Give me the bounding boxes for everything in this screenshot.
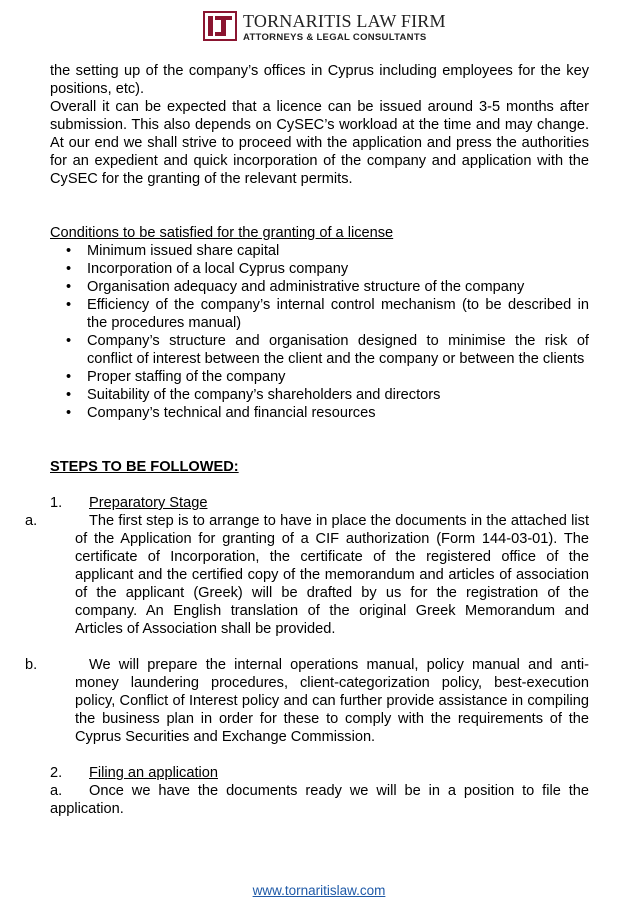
list-item: • Suitability of the company’s shareholders and directors <box>50 386 589 404</box>
list-item: • Minimum issued share capital <box>50 242 589 260</box>
list-item: • Organisation adequacy and administrative structure of the company <box>50 278 589 296</box>
steps-heading: STEPS TO BE FOLLOWED: <box>50 459 239 475</box>
firm-name: TORNARITIS LAW FIRM <box>243 11 446 31</box>
list-item: • Efficiency of the company’s internal control mechanism (to be described in the procedures manual) <box>50 296 589 332</box>
conditions-heading: Conditions to be satisfied for the granting of a license <box>50 225 394 241</box>
stage-1-title: Preparatory Stage <box>89 495 208 511</box>
list-item: • Company’s technical and financial resources <box>50 404 589 422</box>
stage-2-heading <box>50 764 589 782</box>
step-a-text: Once we have the documents ready we will be in a position to file the application. <box>50 783 589 817</box>
stage-1-heading <box>50 494 589 512</box>
letterhead <box>203 10 463 44</box>
stage-1-number: 1. <box>50 495 63 511</box>
stage-1-step-a <box>25 512 589 638</box>
stage-2-step-a <box>50 782 589 818</box>
stage-2-title: Filing an application <box>89 765 218 781</box>
list-item: • Proper staffing of the company <box>50 368 589 386</box>
document-body <box>25 62 589 818</box>
list-item: • Incorporation of a local Cyprus company <box>50 260 589 278</box>
stage-1-step-b <box>25 656 589 746</box>
step-a-text: The first step is to arrange to have in place the documents in the attached list of the Application for granting of a CIF authorization (Form 144-03-01). The certificate of Incorporation, the certificate of the registered office of the applicant and the certified copy of the memorandum and articles of association of the applicant (Greek) will be drafted by us for the registration of the company. An English translation of the original Greek Memorandum and Articles of Association shall be provided. <box>75 513 589 637</box>
stage-2-number: 2. <box>50 765 63 781</box>
tornaritis-logo-icon <box>203 11 237 41</box>
conditions-list <box>50 242 589 422</box>
step-b-label: b. <box>25 657 38 673</box>
step-a-label: a. <box>50 783 63 799</box>
intro-paragraph-2: Overall it can be expected that a licence can be issued around 3-5 months after submission. This also depends on CySEC’s workload at the time and may change. At our end we shall strive to proceed with the application and press the authorities for an expedient and quick incorporation of the company and application with the CySEC for the granting of the relevant permits. <box>50 99 589 187</box>
step-b-text: We will prepare the internal operations manual, policy manual and anti-money laundering procedures, client-categorization policy, best-execution policy, Conflict of Interest policy and can further provide assistance in compiling the business plan in order for these to comply with the requirements of the Cyprus Securities and Exchange Commission. <box>75 657 589 745</box>
list-item: • Company’s structure and organisation designed to minimise the risk of conflict of interest between the client and the company or between the clients <box>50 332 589 368</box>
website-link[interactable]: www.tornaritislaw.com <box>252 883 386 898</box>
firm-tagline: ATTORNEYS & LEGAL CONSULTANTS <box>243 32 427 43</box>
intro-paragraph-1: the setting up of the company’s offices in Cyprus including employees for the key positions, etc). <box>50 63 589 97</box>
footer <box>0 883 638 898</box>
step-a-label: a. <box>25 513 38 529</box>
